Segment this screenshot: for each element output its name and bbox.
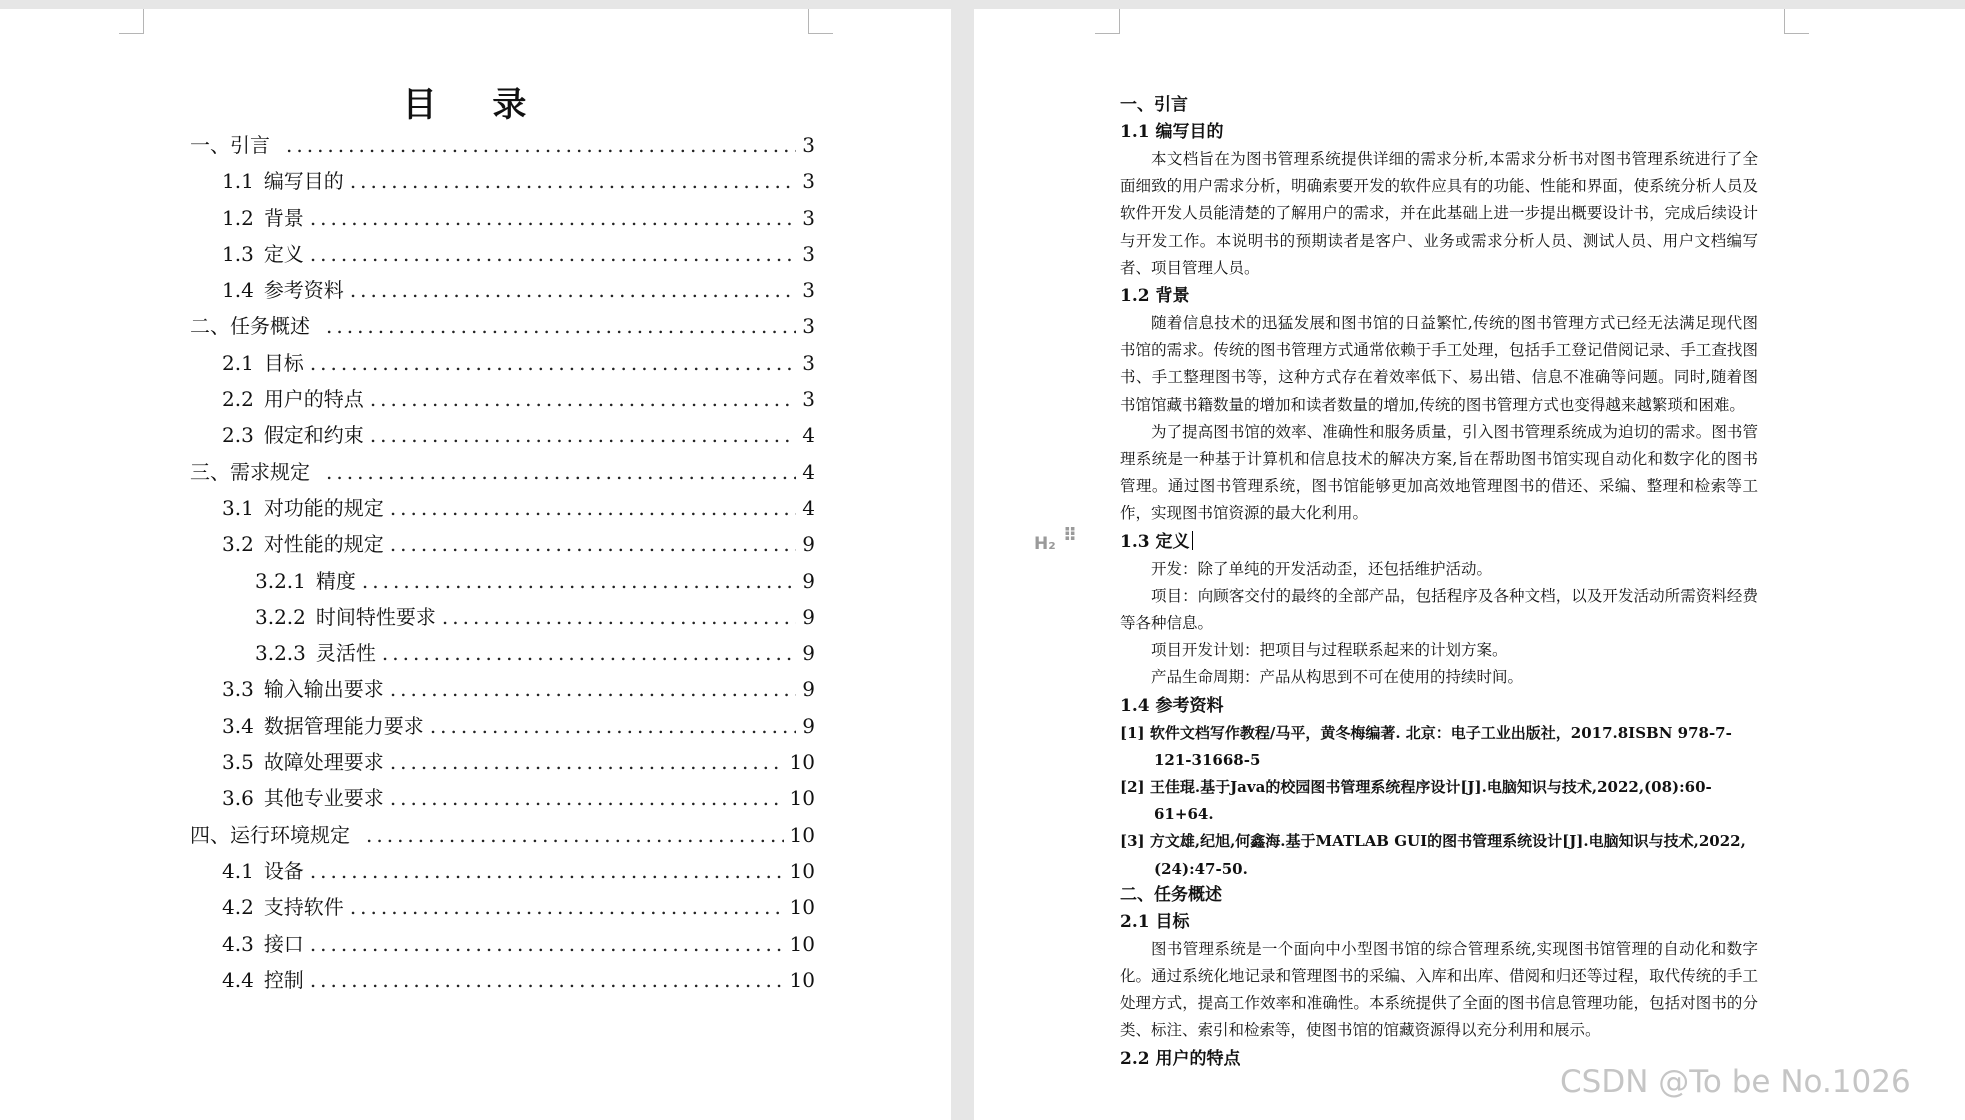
toc-entry[interactable] — [190, 238, 815, 274]
heading-1-2[interactable]: 1.2 背景 — [1120, 286, 1190, 307]
definition-item[interactable]: 产品生命周期：产品从构思到不可在使用的持续时间。 — [1151, 668, 1524, 687]
toc-entry[interactable] — [190, 891, 815, 927]
toc-entry-text: 编写目的 — [263, 169, 344, 194]
toc-leader-dots — [382, 641, 796, 665]
toc-entry-text: 对功能的规定 — [263, 495, 384, 520]
toc-entry-page: 9 — [802, 713, 815, 738]
toc-entry[interactable] — [190, 492, 815, 528]
heading-1-4[interactable]: 1.4 参考资料 — [1120, 695, 1224, 716]
toc-entry-page: 10 — [789, 858, 815, 883]
toc-entry-page: 9 — [802, 641, 815, 666]
heading-2-1[interactable]: 2.1 目标 — [1120, 911, 1190, 932]
toc-entry[interactable] — [190, 383, 815, 419]
toc-entry[interactable] — [190, 855, 815, 891]
paragraph-2-1[interactable]: 图书管理系统是一个面向中小型图书馆的综合管理系统,实现图书馆管理的自动化和数字化。通过系统化地记录和管理图书的采编、入库和出库、借阅和归还等过程，取代传统的手工处理方式，提高工作效率和准确性。本系统提供了全面的图书信息管理功能，包括对图书的分类、标注、索引和检索等，使图书馆的馆藏资源得以充分利用和展示。 — [1120, 939, 1758, 1040]
paragraph-1-1[interactable]: 本文档旨在为图书管理系统提供详细的需求分析,本需求分析书对图书管理系统进行了全面细致的用户需求分析，明确索要开发的软件应具有的功能、性能和界面，使系统分析人员及软件开发人员能清楚的了解用户的需求，并在此基础上进一步提出概要设计书，完成后续设计与开发工作。本说明书的预期读者是客户、业务或需求分析人员、测试人员、用户文档编写者、项目管理人员。 — [1120, 150, 1758, 277]
toc-entry-page: 3 — [802, 133, 815, 157]
toc-entry-page: 4 — [802, 423, 815, 448]
toc-entry-text: 背景 — [263, 205, 304, 230]
toc-entry-page: 10 — [789, 750, 815, 775]
definition-item[interactable]: 项目开发计划：把项目与过程联系起来的计划方案。 — [1151, 641, 1508, 660]
toc-entry-text: 时间特性要求 — [315, 604, 436, 629]
page-corner-mark — [1095, 9, 1120, 34]
toc-entry-number: 三、需求规定 — [190, 459, 310, 484]
definition-item[interactable]: 开发：除了单纯的开发活动歪，还包括维护活动。 — [1151, 559, 1493, 578]
toc-entry-number: 3.2.3 — [255, 641, 306, 666]
toc-entry-number: 1.4 — [222, 278, 254, 303]
toc-leader-dots — [390, 786, 784, 810]
toc-entry[interactable] — [190, 165, 815, 201]
toc-leader-dots — [390, 677, 796, 701]
toc-list — [190, 129, 815, 1000]
toc-leader-dots — [326, 460, 796, 484]
toc-entry-number: 4.1 — [222, 858, 254, 883]
toc-entry-number: 3.2 — [222, 532, 254, 557]
toc-entry-text: 输入输出要求 — [263, 677, 384, 702]
toc-entry-number: 3.3 — [222, 677, 254, 702]
toc-entry[interactable] — [190, 601, 815, 637]
toc-entry[interactable] — [190, 310, 815, 346]
drag-handle-icon[interactable]: ⠿ — [1063, 524, 1076, 546]
definition-item[interactable]: 项目：向顾客交付的最终的全部产品，包括程序及各种文档，以及开发活动所需资料经费等各种信息。 — [1120, 586, 1758, 633]
toc-entry-page: 3 — [802, 387, 815, 412]
toc-entry[interactable] — [190, 419, 815, 455]
toc-entry-number: 4.2 — [222, 895, 254, 920]
page-corner-mark — [119, 9, 144, 34]
toc-entry-page: 3 — [802, 278, 815, 303]
toc-entry[interactable] — [190, 819, 815, 855]
toc-entry-text: 灵活性 — [315, 641, 376, 666]
document-body[interactable] — [1034, 93, 1758, 1073]
toc-entry[interactable] — [190, 746, 815, 782]
toc-entry-number: 2.3 — [222, 423, 254, 448]
toc-entry-text: 精度 — [315, 568, 356, 593]
toc-leader-dots — [442, 605, 796, 629]
toc-entry[interactable] — [190, 274, 815, 310]
toc-entry[interactable] — [190, 565, 815, 601]
heading-task[interactable]: 二、任务概述 — [1120, 884, 1222, 905]
toc-page — [0, 9, 951, 1120]
heading-intro[interactable]: 一、引言 — [1120, 95, 1188, 115]
toc-leader-dots — [362, 569, 796, 593]
toc-entry-page: 4 — [802, 495, 815, 520]
toc-entry[interactable] — [190, 129, 815, 165]
paragraph-1-2a[interactable]: 随着信息技术的迅猛发展和图书馆的日益繁忙,传统的图书管理方式已经无法满足现代图书馆的需求。传统的图书管理方式通常依赖于手工处理，包括手工登记借阅记录、手工查找图书、手工整理图书等，这种方式存在着效率低下、易出错、信息不准确等问题。同时,随着图书馆馆藏书籍数量的增加和读者数量的增加,传统的图书管理方式也变得越来越繁琐和困难。 — [1120, 314, 1758, 414]
toc-entry-number: 3.5 — [222, 750, 254, 775]
toc-entry[interactable] — [190, 928, 815, 964]
text-cursor — [1192, 531, 1193, 550]
toc-entry-text: 用户的特点 — [263, 387, 364, 412]
toc-leader-dots — [430, 714, 796, 738]
toc-entry[interactable] — [190, 710, 815, 746]
toc-entry-number: 1.1 — [222, 169, 254, 194]
toc-leader-dots — [310, 351, 796, 375]
toc-entry-page: 10 — [789, 931, 815, 956]
toc-entry-text: 数据管理能力要求 — [263, 713, 424, 738]
toc-entry-number: 3.4 — [222, 713, 254, 738]
reference-item[interactable]: [3] 方文雄,纪旭,何鑫海.基于MATLAB GUI的图书管理系统设计[J].电脑知识与技术,2022,(24):47-50. — [1120, 832, 1746, 878]
toc-leader-dots — [390, 532, 796, 556]
toc-title: 目 录 — [402, 85, 549, 125]
toc-leader-dots — [310, 242, 796, 266]
toc-entry-page: 10 — [789, 967, 815, 992]
toc-entry-text: 设备 — [263, 858, 304, 883]
heading-1-3-active[interactable] — [1034, 524, 1758, 556]
toc-entry-number: 2.1 — [222, 350, 254, 375]
toc-entry-text: 对性能的规定 — [263, 532, 384, 557]
toc-leader-dots — [390, 496, 796, 520]
reference-item[interactable]: [2] 王佳琨.基于Java的校园图书管理系统程序设计[J].电脑知识与技术,2022,(08):60-61+64. — [1120, 778, 1712, 824]
heading-1-1[interactable]: 1.1 编写目的 — [1120, 122, 1224, 142]
document-page[interactable] — [974, 9, 1965, 1120]
toc-entry-page: 9 — [802, 568, 815, 593]
toc-leader-dots — [370, 423, 796, 447]
toc-entry-text: 定义 — [263, 241, 304, 266]
toc-entry-page: 9 — [802, 532, 815, 557]
toc-entry-number: 4.3 — [222, 931, 254, 956]
heading-1-3[interactable]: 1.3 定义 — [1120, 531, 1190, 552]
paragraph-1-2b[interactable]: 为了提高图书馆的效率、准确性和服务质量，引入图书管理系统成为迫切的需求。图书管理系统是一种基于计算机和信息技术的解决方案,旨在帮助图书馆实现自动化和数字化的图书管理。通过图书管理系统，图书馆能够更加高效地管理图书的借还、采编、整理和检索等工作，实现图书馆资源的最大化利用。 — [1120, 422, 1758, 523]
toc-leader-dots — [286, 133, 796, 157]
toc-entry[interactable] — [190, 637, 815, 673]
toc-leader-dots — [310, 206, 796, 230]
toc-leader-dots — [350, 169, 796, 193]
toc-entry-text: 目标 — [263, 350, 304, 375]
toc-entry-page: 3 — [802, 314, 815, 339]
toc-entry-number: 2.2 — [222, 387, 254, 412]
toc-entry-page: 9 — [802, 677, 815, 702]
toc-entry-page: 3 — [802, 169, 815, 194]
toc-leader-dots — [350, 278, 796, 302]
toc-entry-number: 四、运行环境规定 — [190, 822, 350, 847]
toc-entry-text: 假定和约束 — [263, 423, 364, 448]
page-corner-mark — [1784, 9, 1809, 34]
reference-item[interactable]: [1] 软件文档写作教程/马平，黄冬梅编著. 北京：电子工业出版社，2017.8ISBN 978-7-121-31668-5 — [1120, 723, 1732, 769]
toc-leader-dots — [390, 750, 784, 774]
toc-entry-number: 一、引言 — [190, 133, 270, 157]
toc-entry[interactable] — [190, 964, 815, 1000]
toc-entry-page: 3 — [802, 350, 815, 375]
toc-leader-dots — [370, 387, 796, 411]
toc-entry-page: 10 — [789, 822, 815, 847]
toc-entry[interactable] — [190, 347, 815, 383]
toc-leader-dots — [326, 314, 796, 338]
toc-entry[interactable] — [190, 782, 815, 818]
toc-entry-page: 4 — [802, 459, 815, 484]
toc-entry-number: 3.2.2 — [255, 604, 306, 629]
toc-entry-text: 故障处理要求 — [263, 750, 384, 775]
heading-2-2[interactable]: 2.2 用户的特点 — [1120, 1048, 1241, 1069]
toc-entry-number: 1.2 — [222, 205, 254, 230]
toc-leader-dots — [310, 968, 784, 992]
toc-entry-number: 3.2.1 — [255, 568, 306, 593]
toc-leader-dots — [350, 895, 784, 919]
toc-entry-text: 参考资料 — [263, 278, 344, 303]
watermark: CSDN @To be No.1026 — [1560, 1064, 1911, 1100]
toc-entry-number: 3.6 — [222, 786, 254, 811]
toc-entry-page: 10 — [789, 895, 815, 920]
toc-entry-text: 支持软件 — [263, 895, 344, 920]
toc-entry-number: 二、任务概述 — [190, 314, 310, 339]
toc-leader-dots — [310, 859, 784, 883]
toc-leader-dots — [310, 932, 784, 956]
toc-entry-number: 3.1 — [222, 495, 254, 520]
toc-entry[interactable] — [190, 528, 815, 564]
toc-entry-number: 1.3 — [222, 241, 254, 266]
page-corner-mark — [808, 9, 833, 34]
toc-entry-text: 接口 — [263, 931, 304, 956]
toc-entry-text: 控制 — [263, 967, 304, 992]
toc-entry-page: 10 — [789, 786, 815, 811]
toc-entry[interactable] — [190, 673, 815, 709]
toc-entry[interactable] — [190, 456, 815, 492]
toc-entry-page: 9 — [802, 604, 815, 629]
toc-entry[interactable] — [190, 202, 815, 238]
toc-entry-page: 3 — [802, 205, 815, 230]
toc-entry-text: 其他专业要求 — [263, 786, 384, 811]
toc-entry-number: 4.4 — [222, 967, 254, 992]
heading-level-icon[interactable]: H₂ — [1034, 533, 1056, 554]
toc-leader-dots — [366, 823, 784, 847]
toc-entry-page: 3 — [802, 241, 815, 266]
